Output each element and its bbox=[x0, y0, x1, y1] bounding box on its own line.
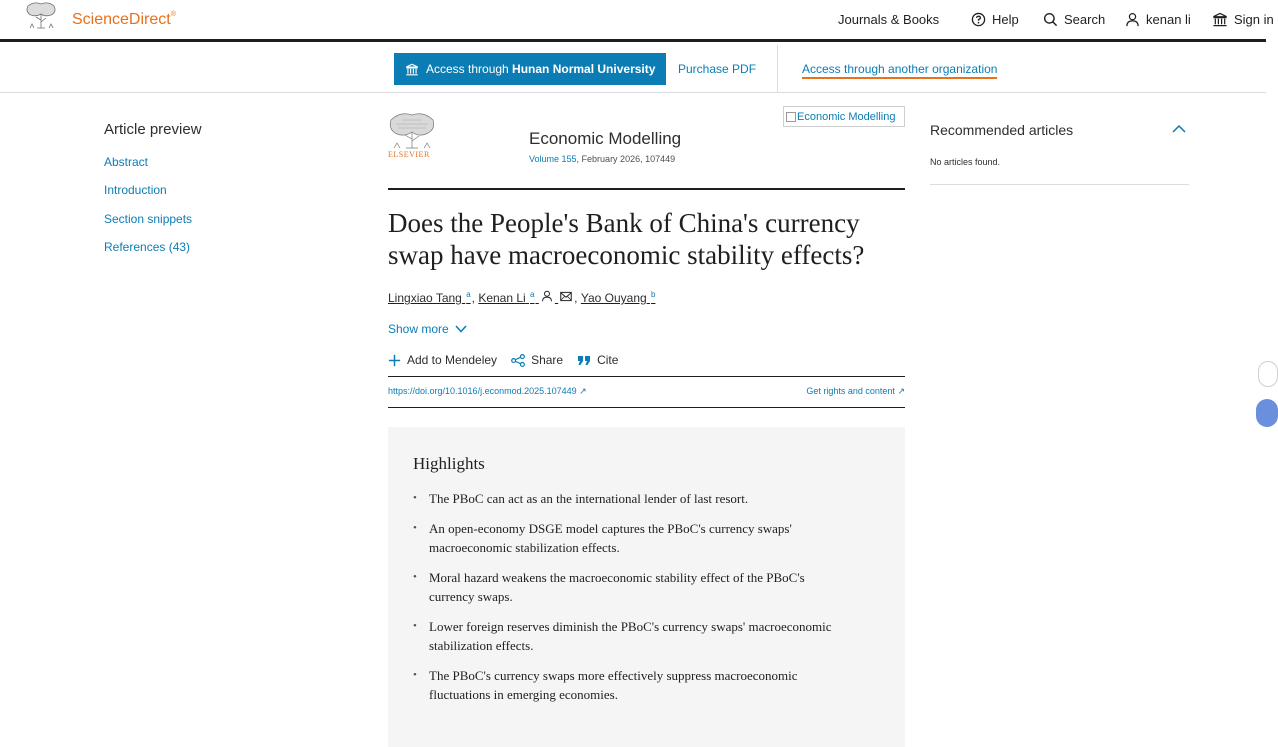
help-circle-icon bbox=[971, 12, 986, 27]
sidebar-item-section-snippets[interactable]: Section snippets bbox=[104, 212, 193, 226]
elsevier-tree-logo-icon[interactable] bbox=[24, 0, 58, 32]
author-name: Kenan Li bbox=[478, 291, 526, 305]
brand-mark: ® bbox=[170, 11, 176, 18]
author-link[interactable] bbox=[478, 290, 574, 305]
author-list bbox=[388, 290, 656, 305]
site-header bbox=[0, 0, 1274, 42]
access-through-institution-button[interactable] bbox=[394, 53, 666, 85]
signin-link[interactable] bbox=[1212, 12, 1274, 27]
author-name: Yao Ouyang bbox=[580, 291, 647, 305]
show-more-button[interactable] bbox=[388, 322, 467, 336]
author-link[interactable] bbox=[581, 290, 657, 305]
sidebar-item-introduction[interactable]: Introduction bbox=[104, 183, 167, 197]
highlights-section bbox=[388, 427, 905, 747]
add-to-mendeley-button[interactable] bbox=[388, 353, 497, 367]
help-link[interactable] bbox=[971, 12, 1019, 27]
journal-meta bbox=[529, 154, 675, 164]
cite-button[interactable] bbox=[577, 353, 618, 367]
institution-icon bbox=[405, 63, 419, 76]
author-separator: , bbox=[574, 290, 581, 305]
mendeley-label: Add to Mendeley bbox=[407, 353, 498, 367]
institution-name: Hunan Normal University bbox=[512, 62, 656, 76]
user-account-link[interactable] bbox=[1125, 12, 1191, 27]
doi-bottom-rule bbox=[388, 407, 905, 408]
plus-icon bbox=[388, 354, 401, 367]
recommended-empty-message: No articles found. bbox=[930, 157, 1001, 167]
highlight-item: • An open-economy DSGE model captures the PBoC's currency swaps' macroeconomic stabilization effects. bbox=[413, 519, 853, 557]
sidebar-item-abstract[interactable]: Abstract bbox=[104, 155, 149, 169]
header-rule bbox=[388, 188, 905, 190]
chevron-up-icon[interactable] bbox=[1171, 122, 1187, 136]
author-name: Lingxiao Tang bbox=[388, 291, 462, 305]
share-button[interactable] bbox=[511, 353, 563, 367]
search-label: Search bbox=[1064, 12, 1106, 27]
brand-link[interactable] bbox=[72, 11, 176, 29]
highlights-title: Highlights bbox=[413, 454, 485, 473]
access-bar bbox=[0, 45, 1266, 93]
journals-books-link[interactable] bbox=[838, 12, 939, 27]
highlight-item: • Lower foreign reserves diminish the PBoC's currency swaps' macroeconomic stabilization effects. bbox=[413, 617, 853, 655]
author-affiliation-sup: a bbox=[466, 290, 471, 299]
institution-icon bbox=[1212, 12, 1228, 27]
highlight-item: • Moral hazard weakens the macroeconomic stability effect of the PBoC's currency swaps. bbox=[413, 568, 853, 606]
journals-books-label: Journals & Books bbox=[838, 12, 940, 27]
chevron-down-icon bbox=[455, 325, 467, 333]
search-icon bbox=[1043, 12, 1058, 27]
person-icon bbox=[541, 290, 553, 302]
signin-label: Sign in bbox=[1234, 12, 1274, 27]
article-title: Does the People's Bank of China's currency swap have macroeconomic stability effects? bbox=[388, 208, 865, 270]
sidebar-title: Article preview bbox=[104, 121, 202, 138]
author-separator: , bbox=[471, 290, 479, 305]
doi-link[interactable] bbox=[388, 386, 587, 397]
arrow-up-right-icon: ↗ bbox=[897, 386, 905, 396]
user-name: kenan li bbox=[1146, 12, 1191, 27]
cite-label: Cite bbox=[597, 353, 619, 367]
volume-link[interactable]: Volume 155 bbox=[529, 154, 577, 164]
access-other-organization-link[interactable]: Access through another organization bbox=[802, 62, 997, 79]
author-affiliation-sup: b bbox=[651, 290, 656, 299]
quote-icon bbox=[577, 355, 591, 366]
recommended-articles-title: Recommended articles bbox=[930, 122, 1074, 138]
floating-assistant-button[interactable] bbox=[1256, 399, 1278, 427]
search-link[interactable] bbox=[1043, 12, 1105, 27]
share-label: Share bbox=[531, 353, 564, 367]
highlights-list bbox=[413, 489, 853, 715]
highlight-item: • The PBoC can act as an the international lender of last resort. bbox=[413, 489, 853, 508]
help-label: Help bbox=[992, 12, 1019, 27]
floating-feedback-button[interactable] bbox=[1258, 361, 1278, 387]
rights-link[interactable] bbox=[806, 386, 905, 397]
issue-info: , February 2026, 107449 bbox=[576, 154, 676, 164]
cover-alt-text: Economic Modelling bbox=[797, 110, 896, 123]
author-link[interactable] bbox=[388, 290, 472, 305]
sidebar-item-references[interactable]: References (43) bbox=[104, 240, 191, 254]
access-prefix: Access through bbox=[426, 62, 513, 76]
person-icon bbox=[1125, 12, 1140, 27]
mail-icon bbox=[560, 291, 572, 302]
broken-image-icon bbox=[786, 112, 796, 122]
journal-title-link[interactable]: Economic Modelling bbox=[529, 129, 682, 148]
recommended-rule bbox=[930, 184, 1189, 185]
access-label bbox=[426, 62, 655, 76]
share-icon bbox=[511, 354, 525, 367]
article-actions bbox=[388, 353, 632, 367]
rights-text: Get rights and content bbox=[806, 386, 895, 396]
purchase-pdf-button[interactable]: Purchase PDF bbox=[678, 62, 757, 76]
arrow-up-right-icon: ↗ bbox=[579, 386, 587, 396]
journal-cover-image[interactable] bbox=[783, 106, 905, 127]
doi-top-rule bbox=[388, 376, 905, 377]
highlight-item: • The PBoC's currency swaps more effectively suppress macroeconomic fluctuations in emerging economies. bbox=[413, 666, 853, 704]
doi-text: https://doi.org/10.1016/j.econmod.2025.107449 bbox=[388, 386, 577, 396]
author-affiliation-sup: a bbox=[530, 290, 535, 299]
publisher-name: ELSEVIER bbox=[388, 150, 430, 159]
access-divider bbox=[777, 45, 778, 92]
brand-name: ScienceDirect bbox=[72, 11, 171, 28]
show-more-label: Show more bbox=[388, 322, 449, 336]
